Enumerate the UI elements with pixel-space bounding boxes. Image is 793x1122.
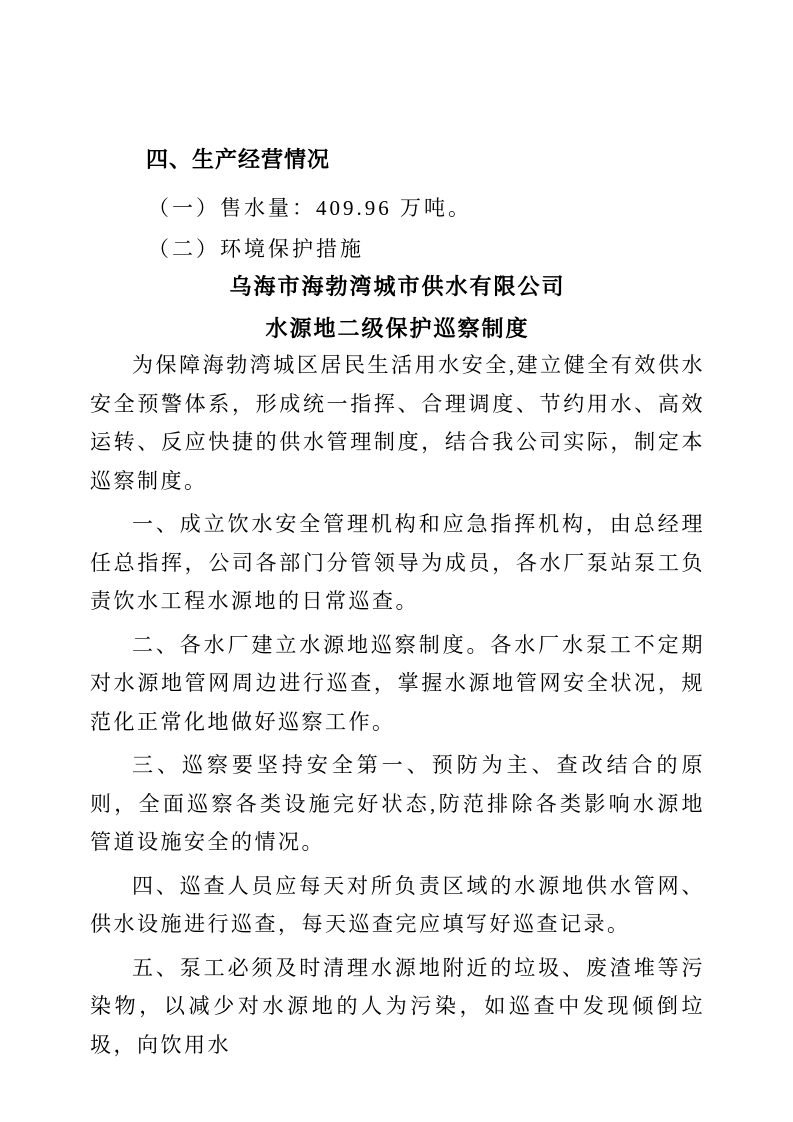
company-title: 乌海市海勃湾城市供水有限公司 [229, 274, 566, 299]
body-paragraph-intro: 为保障海勃湾城区居民生活用水安全,建立健全有效供水安全预警体系，形成统一指挥、合理调度、节约用水、高效运转、反应快捷的供水管理制度，结合我公司实际，制定本巡察制度。 [90, 353, 705, 493]
list-item-environmental-protection: （二）环境保护措施 [148, 237, 364, 261]
body-paragraph-rule-4: 四、巡查人员应每天对所负责区域的水源地供水管网、供水设施进行巡查，每天巡查完应填写好巡查记录。 [90, 873, 705, 936]
section-heading: 四、生产经营情况 [146, 147, 331, 172]
body-paragraph-rule-2: 二、各水厂建立水源地巡察制度。各水厂水泵工不定期对水源地管网周边进行巡查，掌握水源地管网安全状况，规范化正常化地做好巡察工作。 [90, 632, 705, 734]
body-paragraph-rule-1: 一、成立饮水安全管理机构和应急指挥机构，由总经理任总指挥，公司各部门分管领导为成员，各水厂泵站泵工负责饮水工程水源地的日常巡查。 [90, 512, 705, 613]
body-paragraph-rule-3: 三、巡察要坚持安全第一、预防为主、查改结合的原则，全面巡察各类设施完好状态,防范排除各类影响水源地管道设施安全的情况。 [90, 753, 705, 854]
list-item-sale-volume: （一）售水量：409.96 万吨。 [148, 196, 472, 220]
body-paragraph-rule-5: 五、泵工必须及时清理水源地附近的垃圾、废渣堆等污染物，以减少对水源地的人为污染，如巡查中发现倾倒垃圾，向饮用水 [90, 955, 705, 1057]
document-title: 水源地二级保护巡察制度 [265, 316, 530, 341]
